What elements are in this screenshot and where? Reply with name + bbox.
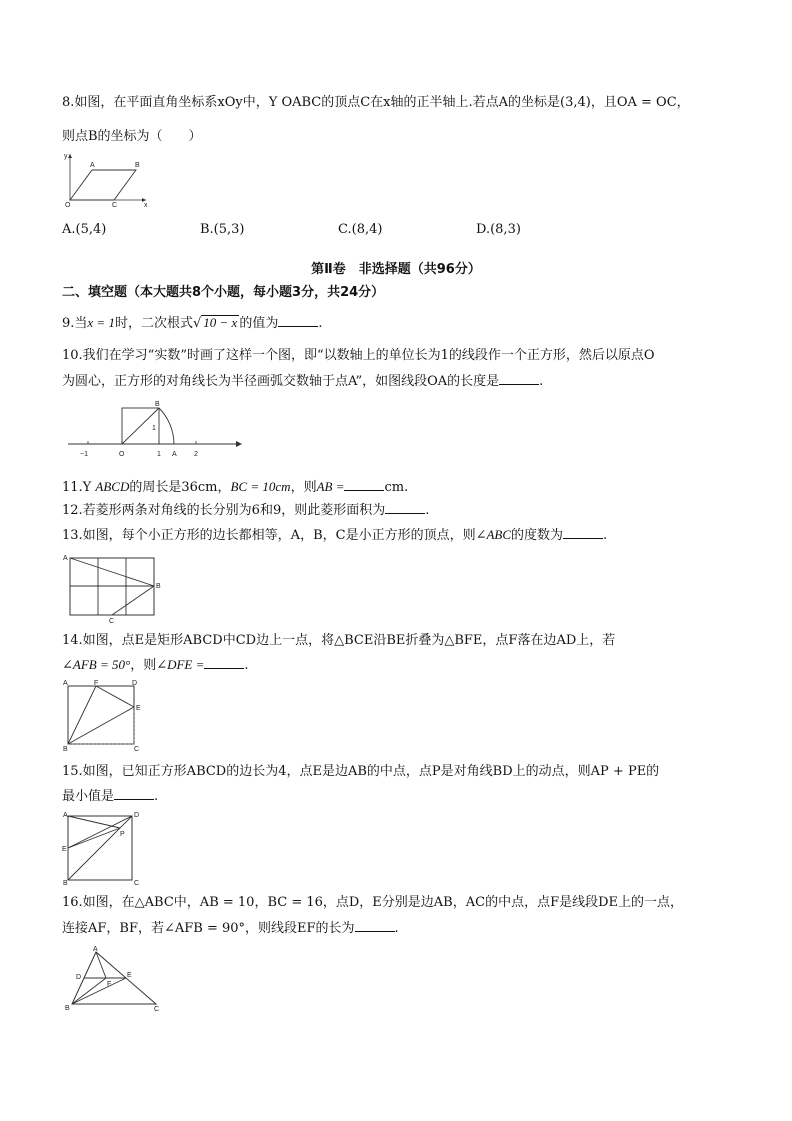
q10-label-1: 1 — [152, 425, 156, 432]
q12-line — [62, 501, 429, 520]
q14-label-f: F — [94, 680, 99, 687]
q15-label-d: D — [134, 812, 140, 819]
q10-line2 — [62, 372, 543, 391]
q16-line2 — [62, 919, 399, 938]
q13-answer-blank[interactable] — [563, 526, 603, 539]
q8-line2: 则点B的坐标为（ ） — [62, 129, 202, 144]
q9-after: 的值为 — [239, 316, 279, 331]
q15-label-c: C — [134, 880, 140, 886]
q16-answer-blank[interactable] — [355, 919, 395, 932]
q10-end: . — [539, 374, 544, 389]
q9-line: 9.当x = 1时，二次根式√ 10 − x 的值为 . — [62, 315, 323, 331]
q10-figure — [66, 396, 246, 460]
q10-label-a: A — [172, 451, 177, 458]
q16-end: . — [394, 921, 399, 936]
q8-label-x: x — [144, 202, 148, 208]
q13-end: . — [603, 528, 608, 543]
q13-label-a: A — [63, 555, 68, 562]
q14-answer-blank[interactable] — [204, 656, 244, 669]
q10-label-b: B — [155, 401, 160, 408]
q10-answer-blank[interactable] — [499, 372, 539, 385]
q16-label-e: E — [127, 972, 132, 979]
q10-label-o: O — [119, 451, 125, 458]
q8-option-c: C.(8,4) — [338, 222, 383, 237]
q16-line2-text: 连接AF，BF，若∠AFB = 90°，则线段EF的长为 — [62, 921, 355, 936]
q13-figure — [62, 552, 162, 624]
q13-angle: ∠ABC — [475, 527, 512, 542]
q11-line — [62, 478, 408, 497]
q10-line1: 10.我们在学习“实数”时画了这样一个图，即“以数轴上的单位长为1的线段作一个正方形，然后以原点O — [62, 348, 655, 363]
q10-label-minus1: −1 — [80, 451, 88, 458]
q15-end: . — [154, 789, 159, 804]
q8-option-b: B.(5,3) — [200, 222, 245, 237]
q15-label-e: E — [62, 846, 67, 853]
q8-label-c: C — [112, 202, 118, 208]
q9-answer-blank[interactable] — [278, 314, 318, 327]
q8-figure — [62, 150, 152, 208]
q15-line2 — [62, 787, 158, 806]
q16-label-b: B — [65, 1005, 70, 1012]
q8-line1: 8.如图，在平面直角坐标系xOy中，Y OABC的顶点C在x轴的正半轴上.若点A的坐标是(3,4)，且OA = OC， — [62, 95, 690, 110]
q15-figure — [62, 810, 146, 886]
q10-label-2: 2 — [194, 451, 198, 458]
q14-label-d: D — [132, 680, 138, 687]
part2-title: 第Ⅱ卷 非选择题（共96分） — [311, 262, 481, 277]
q13-before: 13.如图，每个小正方形的边长都相等，A，B，C是小正方形的顶点，则 — [62, 528, 476, 543]
q11-mid2: ，则 — [290, 480, 317, 495]
section2-heading: 二、填空题（本大题共8个小题，每小题3分，共24分） — [62, 285, 385, 300]
q9-end: . — [318, 316, 323, 331]
q8-option-a: A.(5,4) — [62, 222, 107, 237]
q11-cond: BC = 10cm — [230, 479, 291, 494]
q16-label-f: F — [107, 981, 112, 988]
q8-label-o: O — [65, 202, 71, 208]
q12-end: . — [425, 503, 430, 518]
q15-label-b: B — [63, 880, 68, 886]
q10-label-one: 1 — [157, 451, 161, 458]
q9-mid: 时，二次根式 — [114, 316, 193, 331]
q14-line2 — [62, 656, 249, 675]
q16-label-c: C — [154, 1006, 160, 1012]
q16-figure — [62, 944, 172, 1012]
q8-label-y: y — [64, 153, 68, 160]
q14-label-c: C — [134, 746, 140, 752]
q8-label-a: A — [90, 162, 95, 169]
q15-answer-blank[interactable] — [114, 787, 154, 800]
q15-label-a: A — [63, 812, 68, 819]
q10-line2-text: 为圆心，正方形的对角线长为半径画弧交数轴于点A”，如图线段OA的长度是 — [62, 374, 500, 389]
q8-option-d: D.(8,3) — [476, 222, 521, 237]
q11-mid: 的周长是36cm， — [129, 480, 231, 495]
q9-radical: 10 − x — [203, 315, 238, 330]
q15-line1: 15.如图，已知正方形ABCD的边长为4，点E是边AB的中点，点P是对角线BD上的动点，则AP + PE的 — [62, 764, 660, 779]
q13-label-c: C — [109, 618, 115, 624]
q14-line1: 14.如图，点E是矩形ABCD中CD边上一点，将△BCE沿BE折叠为△BFE，点F落在边AD上，若 — [62, 633, 616, 648]
q16-line1: 16.如图，在△ABC中，AB = 10，BC = 16，点D，E分别是边AB，AC的中点，点F是线段DE上的一点， — [62, 895, 684, 910]
q13-after: 的度数为 — [511, 528, 564, 543]
q14-end: . — [244, 658, 249, 673]
q9-before: 9.当 — [62, 316, 88, 331]
q13-line — [62, 526, 607, 545]
q11-name: ABCD — [95, 479, 130, 494]
q14-cond: ∠AFB = 50° — [62, 657, 131, 672]
q14-label-e: E — [136, 705, 141, 712]
q14-figure — [62, 680, 146, 752]
q15-line2-text: 最小值是 — [62, 789, 115, 804]
q11-end: cm. — [384, 480, 409, 495]
q14-label-b: B — [63, 746, 68, 752]
q16-label-a: A — [93, 946, 98, 953]
q11-answer-blank[interactable] — [344, 478, 384, 491]
q15-label-p: P — [120, 831, 125, 838]
q14-asked: ∠DFE = — [156, 657, 205, 672]
q14-then: ，则 — [130, 658, 157, 673]
q11-ab: AB = — [316, 479, 345, 494]
q16-label-d: D — [76, 974, 82, 981]
q13-label-b: B — [156, 583, 161, 590]
q14-label-a: A — [63, 680, 68, 687]
q9-cond: x = 1 — [87, 315, 115, 330]
q8-label-b: B — [135, 162, 140, 169]
q11-before: 11.Y — [62, 480, 92, 495]
q12-answer-blank[interactable] — [385, 501, 425, 514]
q12-text: 12.若菱形两条对角线的长分别为6和9，则此菱形面积为 — [62, 503, 386, 518]
